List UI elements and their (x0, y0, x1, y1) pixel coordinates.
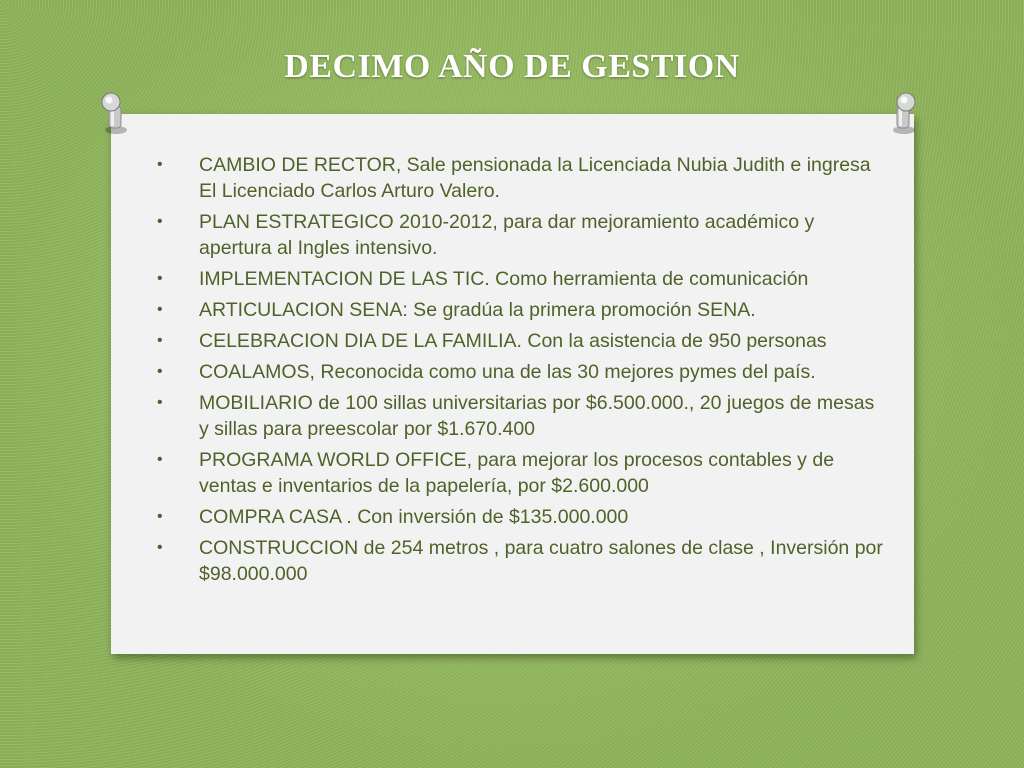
list-item (157, 359, 887, 385)
list-item-text: COALAMOS, Reconocida como una de las 30 mejores pymes del país. (199, 361, 816, 383)
list-item (157, 535, 887, 587)
bullet-list (157, 152, 887, 592)
bullet-icon: • (157, 539, 163, 556)
list-item (157, 266, 887, 292)
list-item (157, 504, 887, 530)
bullet-icon: • (157, 270, 163, 287)
list-item-text: COMPRA CASA . Con inversión de $135.000.000 (199, 506, 629, 528)
bullet-icon: • (157, 213, 163, 230)
list-item-text: IMPLEMENTACION DE LAS TIC. Como herramienta de comunicación (199, 268, 809, 290)
bullet-icon: • (157, 451, 163, 468)
bullet-icon: • (157, 508, 163, 525)
bullet-icon: • (157, 394, 163, 411)
bullet-icon: • (157, 301, 163, 318)
bullet-icon: • (157, 332, 163, 349)
list-item-text: ARTICULACION SENA: Se gradúa la primera promoción SENA. (199, 299, 756, 321)
list-item (157, 209, 887, 261)
list-item-text: PROGRAMA WORLD OFFICE, para mejorar los procesos contables y de ventas e inventarios de la papelería, por $2.600.000 (199, 449, 835, 497)
list-item (157, 297, 887, 323)
list-item (157, 328, 887, 354)
slide-title: DECIMO AÑO DE GESTION (284, 48, 740, 85)
bullet-icon: • (157, 156, 163, 173)
list-item (157, 447, 887, 499)
list-item-text: CAMBIO DE RECTOR, Sale pensionada la Licenciada Nubia Judith e ingresa El Licenciado Carlos Arturo Valero. (199, 154, 871, 202)
list-item-text: CELEBRACION DIA DE LA FAMILIA. Con la asistencia de 950 personas (199, 330, 827, 352)
content-card (111, 114, 914, 654)
bullet-icon: • (157, 363, 163, 380)
list-item-text: MOBILIARIO de 100 sillas universitarias por $6.500.000., 20 juegos de mesas y sillas para preescolar por $1.670.400 (199, 392, 875, 440)
list-item-text: CONSTRUCCION de 254 metros , para cuatro salones de clase , Inversión por $98.000.000 (199, 537, 883, 585)
list-item (157, 152, 887, 204)
pushpin-icon (886, 92, 922, 136)
pushpin-icon (96, 92, 132, 136)
list-item-text: PLAN ESTRATEGICO 2010-2012, para dar mejoramiento académico y apertura al Ingles intensivo. (199, 211, 815, 259)
list-item (157, 390, 887, 442)
